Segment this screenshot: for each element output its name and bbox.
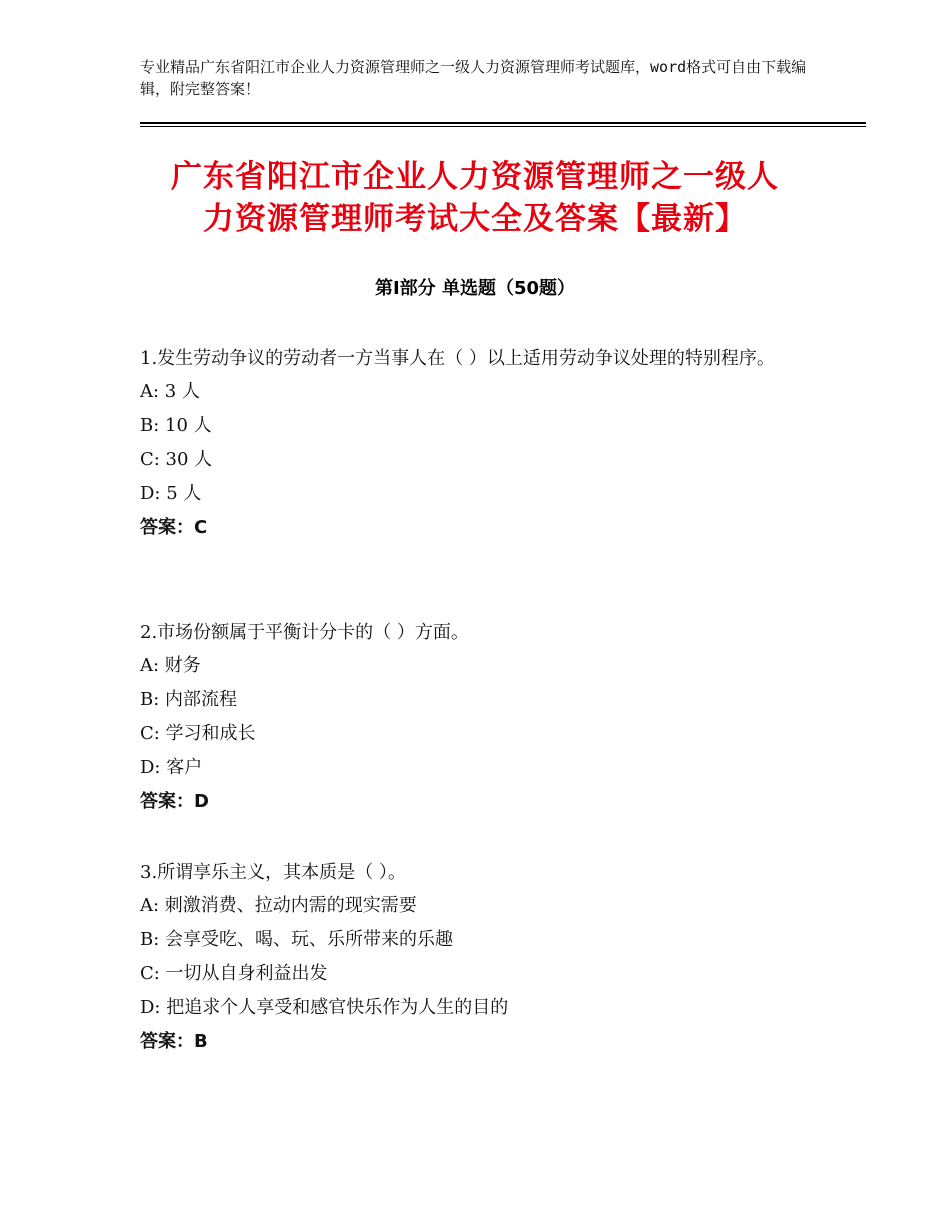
header-rule-thick [140,122,866,124]
section-title: 第Ⅰ部分 单选题（50题） [374,278,575,299]
question-stem: 3.所谓享乐主义，其本质是（ ）。 [140,862,406,883]
option-a: A: 刺激消费、拉动内需的现实需要 [140,895,417,916]
answer: 答案：D [140,791,209,812]
option-b: B: 10 人 [140,415,212,436]
option-d: D: 客户 [140,757,203,778]
option-b: B: 会享受吃、喝、玩、乐所带来的乐趣 [140,929,454,950]
header-note: 专业精品广东省阳江市企业人力资源管理师之一级人力资源管理师考试题库，word格式可自由下载编辑，附完整答案！ [140,58,807,98]
title-line-2: 力资源管理师考试大全及答案【最新】 [203,201,747,237]
document-title [100,156,850,240]
option-d: D: 5 人 [140,483,202,504]
question-stem: 1.发生劳动争议的劳动者一方当事人在（ ）以上适用劳动争议处理的特别程序。 [140,348,775,369]
question-3 [140,856,830,1059]
option-a: A: 财务 [140,655,201,676]
option-c: C: 30 人 [140,449,213,470]
question-1 [140,342,830,545]
option-d: D: 把追求个人享受和感官快乐作为人生的目的 [140,997,509,1018]
title-line-1: 广东省阳江市企业人力资源管理师之一级人 [171,159,779,195]
option-c: C: 一切从自身利益出发 [140,963,328,984]
question-2 [140,616,830,819]
answer: 答案：B [140,1031,208,1052]
answer: 答案：C [140,517,208,538]
question-stem: 2.市场份额属于平衡计分卡的（ ）方面。 [140,622,469,643]
option-b: B: 内部流程 [140,689,238,710]
option-c: C: 学习和成长 [140,723,256,744]
option-a: A: 3 人 [140,381,200,402]
header-rule-thin [140,126,866,127]
